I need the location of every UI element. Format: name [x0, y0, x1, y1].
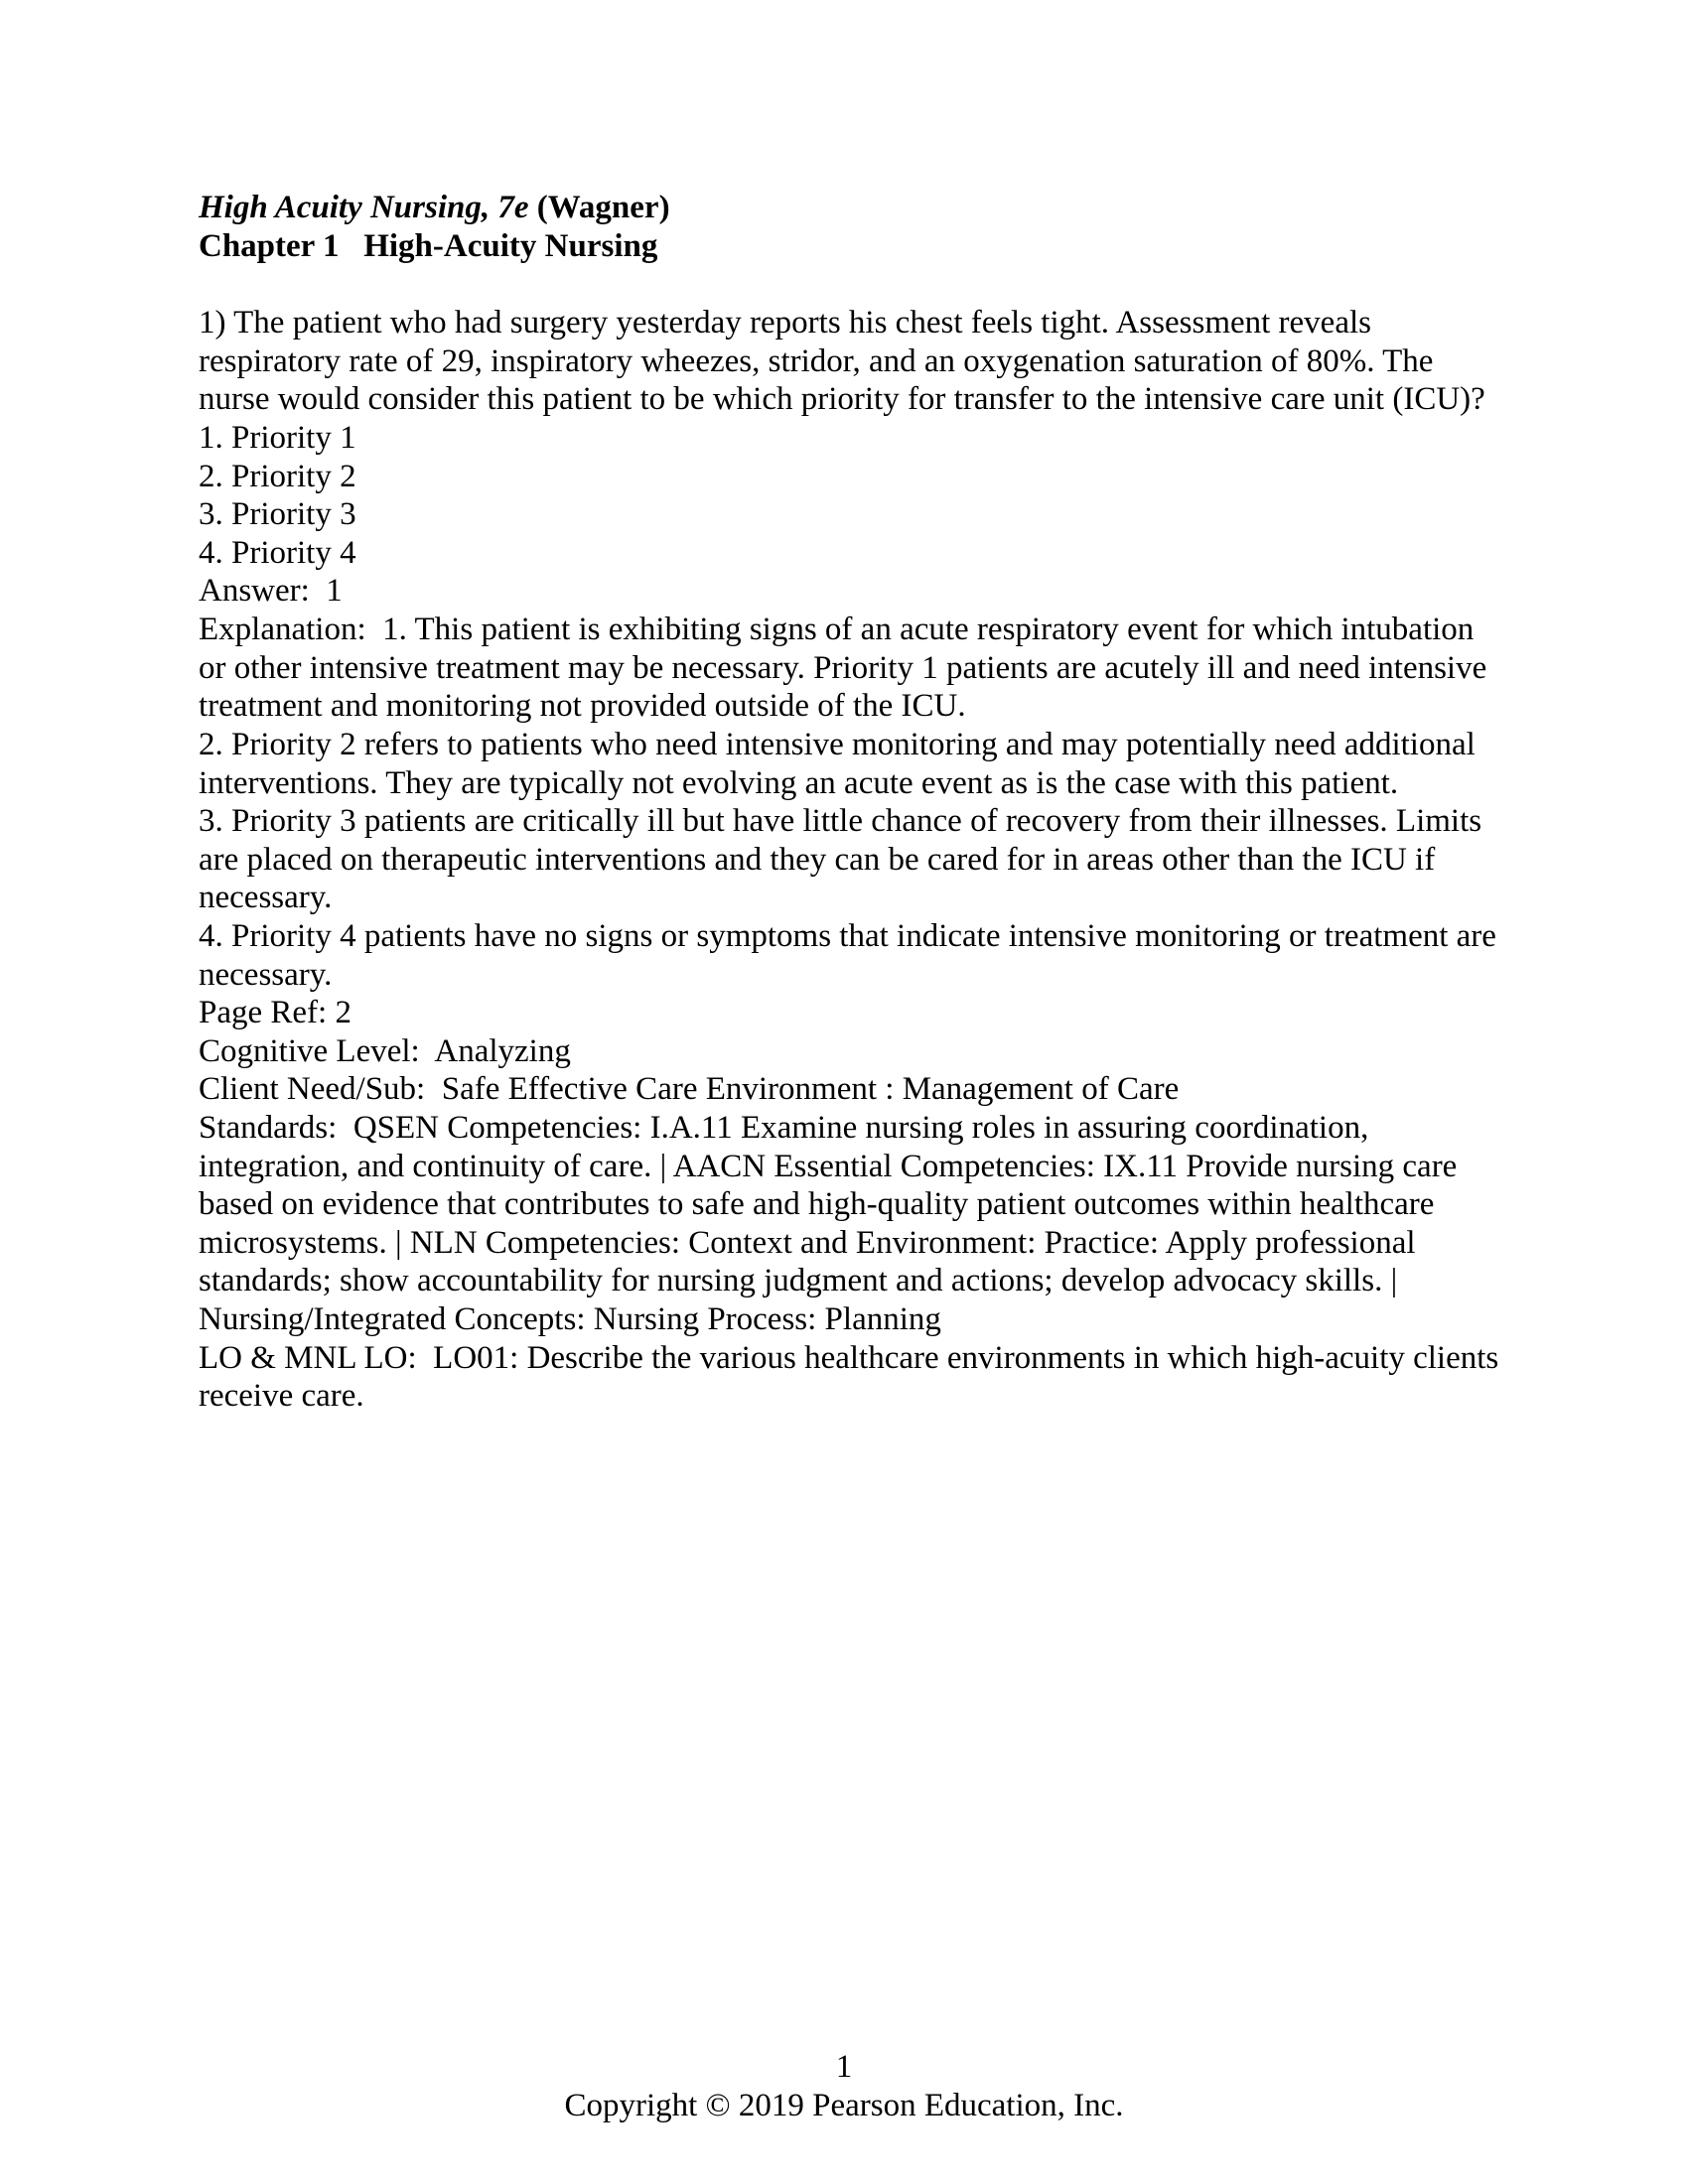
client-need-line: Client Need/Sub: Safe Effective Care Environment : Management of Care [199, 1071, 1180, 1108]
copyright-line: Copyright © 2019 Pearson Education, Inc. [564, 2088, 1124, 2124]
answer-choice-2: 2. Priority 2 [199, 458, 356, 494]
explanation-paragraph-1: Explanation: 1. This patient is exhibiting signs of an acute respiratory event for which intubation or other intensive treatment may be necessary. Priority 1 patients are acutely ill and need intensive treatment and monitoring not provided outside of the ICU. [199, 612, 1495, 725]
answer-line: Answer: 1 [199, 573, 343, 610]
page-ref-line: Page Ref: 2 [199, 995, 352, 1031]
explanation-paragraph-2: 2. Priority 2 refers to patients who need intensive monitoring and may potentially need additional interventions. They are typically not evolving an acute event as is the case with this patient. [199, 726, 1484, 801]
question-stem: 1) The patient who had surgery yesterday reports his chest feels tight. Assessment reveals respiratory rate of 29, inspiratory wheezes, stridor, and an oxygenation saturation of 80%. The nurse would consider this patient to be which priority for transfer to the intensive care unit (ICU)? [199, 305, 1485, 418]
book-title: High Acuity Nursing, 7e [199, 190, 529, 225]
page-footer [0, 2048, 1688, 2126]
chapter-title: Chapter 1 High-Acuity Nursing [199, 227, 658, 264]
standards-line: Standards: QSEN Competencies: I.A.11 Examine nursing roles in assuring coordination, integration, and continuity of care. | AACN Essential Competencies: IX.11 Provide nursing care based on evidence that contributes to safe and high-quality patient outcomes within healthcare microsystems. | NLN Competencies: Context and Environment: Practice: Apply professional standards; show accountability for nursing judgment and actions; develop advocacy skills. | Nursing/Integrated Concepts: Nursing Process: Planning [199, 1110, 1466, 1338]
page-number: 1 [835, 2048, 853, 2085]
book-title-line [199, 189, 1499, 227]
spacer [199, 265, 1499, 304]
explanation-paragraph-3: 3. Priority 3 patients are critically ill but have little chance of recovery from their illnesses. Limits are placed on therapeutic interventions and they can be cared for in areas other than the ICU if necessary. [199, 803, 1490, 916]
answer-choice-1: 1. Priority 1 [199, 420, 356, 457]
answer-choice-3: 3. Priority 3 [199, 496, 356, 533]
cognitive-level-line: Cognitive Level: Analyzing [199, 1032, 571, 1069]
answer-choice-4: 4. Priority 4 [199, 534, 356, 571]
document-content [199, 189, 1507, 1416]
explanation-paragraph-4: 4. Priority 4 patients have no signs or symptoms that indicate intensive monitoring or treatment are necessary. [199, 917, 1505, 993]
book-author: (Wagner) [528, 190, 670, 225]
learning-objective-line: LO & MNL LO: LO01: Describe the various healthcare environments in which high-acuity clients receive care. [199, 1339, 1507, 1415]
